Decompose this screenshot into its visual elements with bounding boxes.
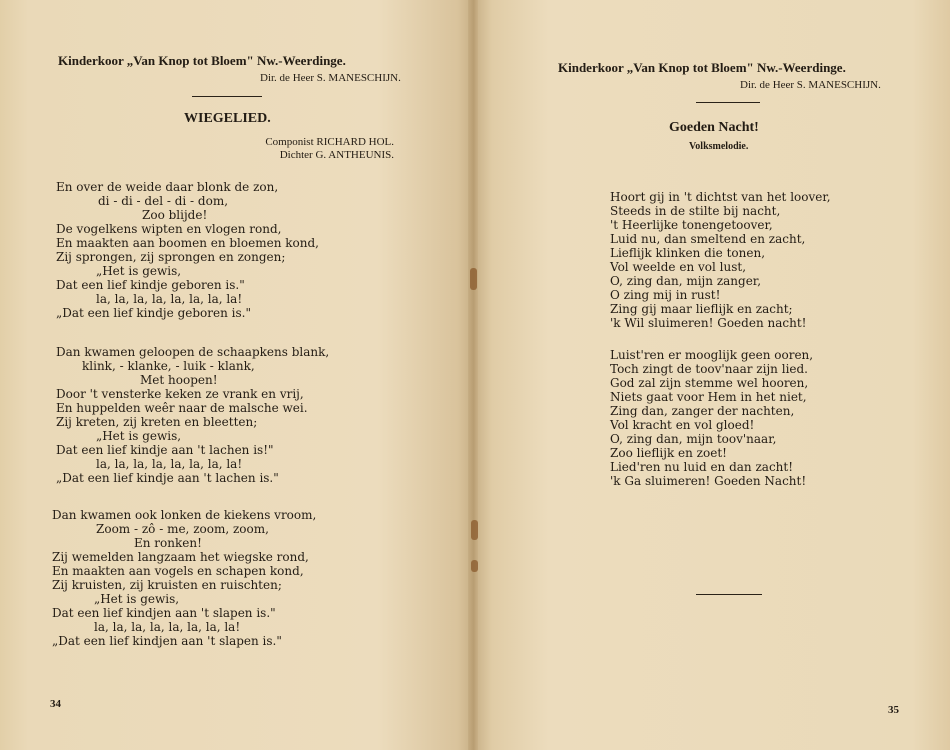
verse-line: En maakten aan vogels en schapen kond, — [52, 564, 304, 578]
stanza — [56, 180, 319, 320]
verse-line: Vol kracht en vol gloed! — [610, 418, 755, 432]
verse-line: Zing gij maar lieflijk en zacht; — [610, 302, 793, 316]
verse-line: Zij kreten, zij kreten en bleetten; — [56, 415, 258, 429]
director-line: Dir. de Heer S. MANESCHIJN. — [260, 72, 401, 84]
song-title: WIEGELIED. — [184, 111, 271, 126]
verse-line: Zing dan, zanger der nachten, — [610, 404, 795, 418]
verse-line: Met hoopen! — [140, 373, 218, 387]
verse-line: 'k Ga sluimeren! Goeden Nacht! — [610, 474, 807, 488]
verse-line: Vol weelde en vol lust, — [610, 260, 747, 274]
song-title: Goeden Nacht! — [669, 120, 759, 135]
verse-line: Luid nu, dan smeltend en zacht, — [610, 232, 806, 246]
verse-line: En maakten aan boomen en bloemen kond, — [56, 236, 319, 250]
stanza — [610, 348, 813, 488]
left-page — [0, 0, 472, 750]
verse-line: O, zing dan, mijn zanger, — [610, 274, 762, 288]
binding-stain — [471, 560, 478, 572]
verse-line: „Het is gewis, — [96, 429, 182, 443]
verse-line: Zoo lieflijk en zoet! — [610, 446, 727, 460]
song-subtitle: Volksmelodie. — [689, 141, 749, 152]
verse-line: Zij kruisten, zij kruisten en ruischten; — [52, 578, 282, 592]
verse-line: „Het is gewis, — [96, 264, 182, 278]
verse-line: la, la, la, la, la, la, la, la! — [96, 292, 243, 306]
verse-line: di - di - del - di - dom, — [98, 194, 229, 208]
verse-line: 't Heerlijke tonengetoover, — [610, 218, 773, 232]
stanza — [610, 190, 831, 330]
verse-line: „Dat een lief kindjen aan 't slapen is." — [52, 634, 282, 648]
verse-line: O, zing dan, mijn toov'naar, — [610, 432, 777, 446]
poet-credit: Dichter G. ANTHEUNIS. — [279, 149, 394, 161]
verse-line: Zoom - zô - me, zoom, zoom, — [96, 522, 269, 536]
verse-line: Steeds in de stilte bij nacht, — [610, 204, 781, 218]
stanza — [56, 345, 329, 485]
song-credits — [265, 136, 394, 162]
verse-line: Lied'ren nu luid en dan zacht! — [610, 460, 794, 474]
stanza — [52, 508, 316, 648]
page-number: 35 — [888, 704, 899, 716]
choir-header-title: Kinderkoor „Van Knop tot Bloem" Nw.-Weerdinge. — [558, 60, 846, 75]
binding-stain — [470, 268, 477, 290]
verse-line: Door 't vensterke keken ze vrank en vrij, — [56, 387, 304, 401]
verse-line: Luist'ren er mooglijk geen ooren, — [610, 348, 814, 362]
verse-line: Zoo blijde! — [142, 208, 208, 222]
verse-line: Niets gaat voor Hem in het niet, — [610, 390, 807, 404]
binding-stain — [471, 520, 478, 540]
verse-line: klink, - klanke, - luik - klank, — [82, 359, 255, 373]
page-number: 34 — [50, 698, 61, 710]
verse-line: En ronken! — [134, 536, 202, 550]
verse-line: la, la, la, la, la, la, la, la! — [94, 620, 241, 634]
verse-line: En huppelden weêr naar de malsche wei. — [56, 401, 308, 415]
verse-line: O zing mij in rust! — [610, 288, 721, 302]
verse-line: Dat een lief kindjen aan 't slapen is." — [52, 606, 276, 620]
verse-line: De vogelkens wipten en vlogen rond, — [56, 222, 282, 236]
verse-line: „Dat een lief kindje aan 't lachen is." — [56, 471, 279, 485]
verse-line: En over de weide daar blonk de zon, — [56, 180, 279, 194]
director-line: Dir. de Heer S. MANESCHIJN. — [740, 79, 881, 91]
verse-line: Dan kwamen geloopen de schaapkens blank, — [56, 345, 330, 359]
composer-credit: Componist RICHARD HOL. — [265, 136, 394, 148]
end-divider — [696, 594, 762, 595]
verse-line: God zal zijn stemme wel hooren, — [610, 376, 809, 390]
verse-line: Zij wemelden langzaam het wiegske rond, — [52, 550, 309, 564]
verse-line: Lieflijk klinken die tonen, — [610, 246, 766, 260]
header-divider — [696, 102, 760, 103]
choir-header-title: Kinderkoor „Van Knop tot Bloem" Nw.-Weerdinge. — [58, 53, 346, 68]
verse-line: Hoort gij in 't dichtst van het loover, — [610, 190, 831, 204]
verse-line: „Het is gewis, — [94, 592, 180, 606]
verse-line: Toch zingt de toov'naar zijn lied. — [610, 362, 808, 376]
verse-line: 'k Wil sluimeren! Goeden nacht! — [610, 316, 807, 330]
verse-line: Dan kwamen ook lonken de kiekens vroom, — [52, 508, 317, 522]
verse-line: „Dat een lief kindje geboren is." — [56, 306, 251, 320]
header-divider — [192, 96, 262, 97]
verse-line: la, la, la, la, la, la, la, la! — [96, 457, 243, 471]
verse-line: Dat een lief kindje geboren is." — [56, 278, 245, 292]
verse-line: Dat een lief kindje aan 't lachen is!" — [56, 443, 274, 457]
verse-line: Zij sprongen, zij sprongen en zongen; — [56, 250, 286, 264]
right-page — [478, 0, 950, 750]
